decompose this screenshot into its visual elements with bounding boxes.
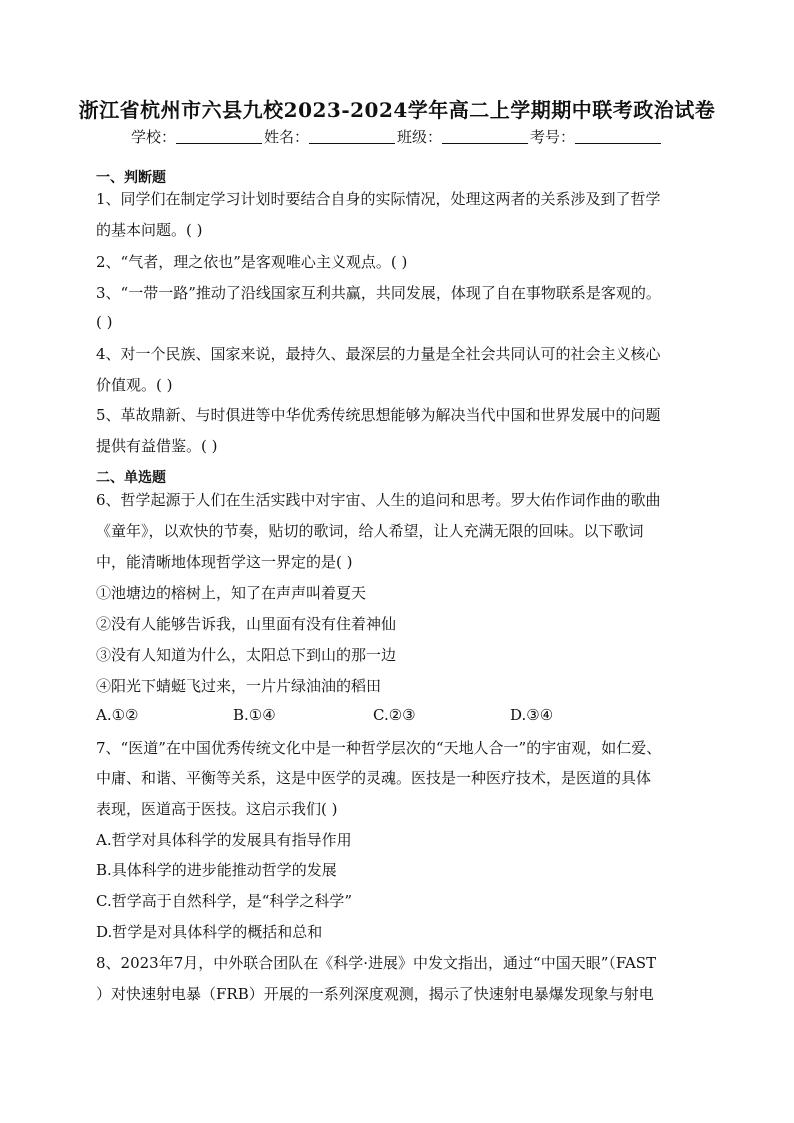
q7-option-b[interactable]: B.具体科学的进步能推动哲学的发展 bbox=[96, 861, 337, 879]
text-line: 价值观。( ) bbox=[96, 376, 173, 394]
section-heading-judge: 一、判断题 bbox=[96, 170, 166, 186]
text-line: 中庸、和谐、平衡等关系，这是中医学的灵魂。医技是一种医疗技术，是医道的具体 bbox=[96, 769, 652, 787]
text-line: 《童年》，以欢快的节奏，贴切的歌词，给人希望，让人充满无限的回味。以下歌词 bbox=[96, 522, 644, 540]
school-label: 学校： bbox=[130, 128, 176, 146]
q7-option-d[interactable]: D.哲学是对具体科学的概括和总和 bbox=[96, 923, 323, 941]
q6-option-c[interactable]: C.②③ bbox=[373, 706, 416, 724]
text-line: ④阳光下蜻蜓飞过来，一片片绿油油的稻田 bbox=[96, 677, 382, 695]
text-line: 2、“气者，理之依也”是客观唯心主义观点。( ) bbox=[96, 253, 408, 271]
text-line: 中，能清晰地体现哲学这一界定的是( ) bbox=[96, 553, 353, 571]
q6-option-b[interactable]: B.①④ bbox=[233, 706, 276, 724]
text-line: 5、革故鼎新、与时俱进等中华优秀传统思想能够为解决当代中国和世界发展中的问题 bbox=[96, 406, 661, 424]
text-line: ③没有人知道为什么，太阳总下到山的那一边 bbox=[96, 646, 397, 664]
class-blank[interactable] bbox=[442, 129, 528, 144]
text-line: 4、对一个民族、国家来说，最持久、最深层的力量是全社会共同认可的社会主义核心 bbox=[96, 345, 661, 363]
text-line: 8、2023年7月，中外联合团队在《科学·进展》中发文指出，通过“中国天眼”（FAST bbox=[96, 954, 657, 972]
q6-option-d[interactable]: D.③④ bbox=[510, 706, 554, 724]
exam-number-label: 考号： bbox=[530, 128, 576, 146]
exam-title: 浙江省杭州市六县九校2023-2024学年高二上学期期中联考政治试卷 bbox=[78, 98, 716, 122]
exam-number-blank[interactable] bbox=[575, 129, 661, 144]
q6-option-a[interactable]: A.①② bbox=[96, 706, 139, 724]
student-info-row bbox=[0, 126, 794, 147]
name-blank[interactable] bbox=[309, 129, 395, 144]
text-line: 6、哲学起源于人们在生活实践中对宇宙、人生的追问和思考。罗大佑作词作曲的歌曲 bbox=[96, 491, 661, 509]
name-label: 姓名： bbox=[263, 128, 309, 146]
q7-option-c[interactable]: C.哲学高于自然科学，是“科学之科学” bbox=[96, 892, 353, 910]
text-line: ①池塘边的榕树上，知了在声声叫着夏天 bbox=[96, 584, 367, 602]
text-line: 1、同学们在制定学习计划时要结合自身的实际情况，处理这两者的关系涉及到了哲学 bbox=[96, 190, 661, 208]
q7-option-a[interactable]: A.哲学对具体科学的发展具有指导作用 bbox=[96, 831, 352, 849]
text-line: ( ) bbox=[96, 313, 113, 331]
school-blank[interactable] bbox=[176, 129, 262, 144]
text-line: 的基本问题。( ) bbox=[96, 221, 203, 239]
text-line: ）对快速射电暴（FRB）开展的一系列深度观测，揭示了快速射电暴爆发现象与射电 bbox=[96, 985, 654, 1003]
text-line: ②没有人能够告诉我，山里面有没有住着神仙 bbox=[96, 615, 397, 633]
class-label: 班级： bbox=[397, 128, 443, 146]
text-line: 表现，医道高于医技。这启示我们( ) bbox=[96, 800, 338, 818]
text-line: 提供有益借鉴。( ) bbox=[96, 437, 218, 455]
text-line: 3、“一带一路”推动了沿线国家互利共赢，共同发展，体现了自在事物联系是客观的。 bbox=[96, 284, 661, 302]
text-line: 7、“医道”在中国优秀传统文化中是一种哲学层次的“天地人合一”的宇宙观，如仁爱、 bbox=[96, 739, 662, 757]
section-heading-single-choice: 二、单选题 bbox=[96, 470, 166, 486]
